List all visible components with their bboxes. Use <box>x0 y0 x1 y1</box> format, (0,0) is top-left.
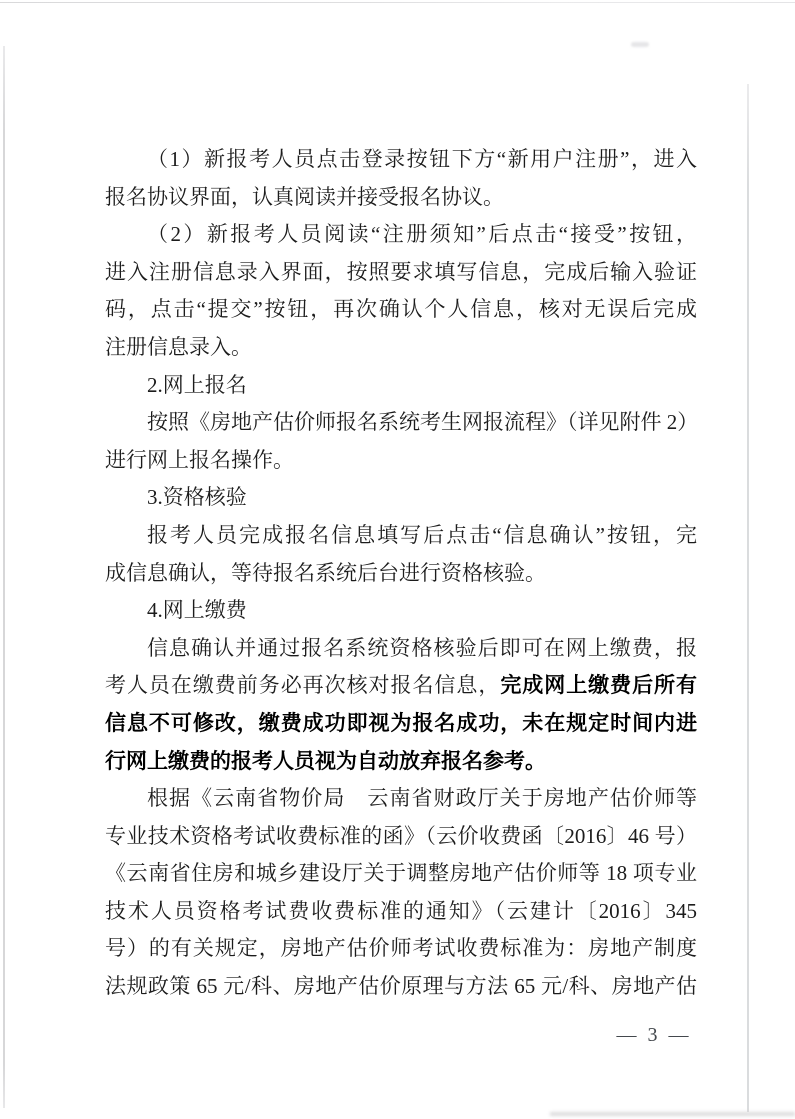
text-segment: 3.资格核验 <box>147 485 247 510</box>
bold-text-segment: 信息不可修改，缴费成功即视为报名成功，未在规定时间内进 <box>105 710 697 735</box>
bold-text-segment: 行网上缴费的报考人员视为自动放弃报名参考。 <box>105 748 546 773</box>
document-line <box>105 555 697 593</box>
document-line <box>105 818 697 856</box>
text-segment: 2.网上报名 <box>147 372 247 397</box>
document-line <box>105 179 697 217</box>
text-segment: 报名协议界面，认真阅读并接受报名协议。 <box>105 184 504 209</box>
document-line <box>105 367 697 405</box>
scan-edge-line-left <box>3 46 5 1108</box>
document-line <box>105 329 697 367</box>
text-segment: 专业技术资格考试收费标准的函》（云价收费函〔2016〕46 号） <box>105 823 697 848</box>
document-line <box>105 216 697 254</box>
document-line <box>105 479 697 517</box>
document-line <box>105 667 697 705</box>
text-segment: 技术人员资格考试费收费标准的通知》（云建计〔2016〕345 <box>105 898 697 923</box>
document-line <box>105 743 697 781</box>
document-line <box>105 930 697 968</box>
document-line <box>105 517 697 555</box>
text-segment: 成信息确认，等待报名系统后台进行资格核验。 <box>105 560 546 585</box>
document-line <box>105 141 697 179</box>
scan-streak-bottom <box>550 1112 795 1116</box>
document-line <box>105 254 697 292</box>
text-segment: 进行网上报名操作。 <box>105 447 294 472</box>
bold-text-segment: 完成网上缴费后所有 <box>500 673 698 698</box>
document-line <box>105 291 697 329</box>
text-segment: 信息确认并通过报名系统资格核验后即可在网上缴费，报 <box>147 635 697 660</box>
text-segment: 按照《房地产估价师报名系统考生网报流程》（详见附件 2） <box>147 410 699 435</box>
document-line <box>105 592 697 630</box>
text-segment: 注册信息录入。 <box>105 334 252 359</box>
text-segment: 《云南省住房和城乡建设厅关于调整房地产估价师等 18 项专业 <box>105 861 697 886</box>
text-segment: 报考人员完成报名信息填写后点击“信息确认”按钮，完 <box>147 522 697 547</box>
document-line <box>105 705 697 743</box>
text-segment: 码，点击“提交”按钮，再次确认个人信息，核对无误后完成 <box>105 297 697 322</box>
text-segment: 号）的有关规定，房地产估价师考试收费标准为：房地产制度 <box>105 936 697 961</box>
document-line <box>105 855 697 893</box>
scan-edge-line-right <box>747 84 749 1112</box>
document-line <box>105 968 697 1006</box>
text-segment: 进入注册信息录入界面，按照要求填写信息，完成后输入验证 <box>105 259 697 284</box>
scan-smudge <box>631 42 649 47</box>
text-segment: 根据《云南省物价局 云南省财政厅关于房地产估价师等 <box>147 786 697 811</box>
text-segment: 考人员在缴费前务必再次核对报名信息， <box>105 673 501 698</box>
document-line <box>105 404 697 442</box>
text-segment: （2）新报考人员阅读“注册须知”后点击“接受”按钮， <box>147 222 697 247</box>
document-line <box>105 442 697 480</box>
document-line <box>105 630 697 668</box>
scan-edge-line-top <box>0 2 795 3</box>
document-line <box>105 780 697 818</box>
page-number: — 3 — <box>616 1024 692 1046</box>
text-segment: （1）新报考人员点击登录按钮下方“新用户注册”，进入 <box>147 147 697 171</box>
text-segment: 4.网上缴费 <box>147 598 247 623</box>
text-segment: 法规政策 65 元/科、房地产估价原理与方法 65 元/科、房地产估 <box>105 974 697 999</box>
document-line <box>105 893 697 931</box>
document-text <box>105 141 697 1006</box>
